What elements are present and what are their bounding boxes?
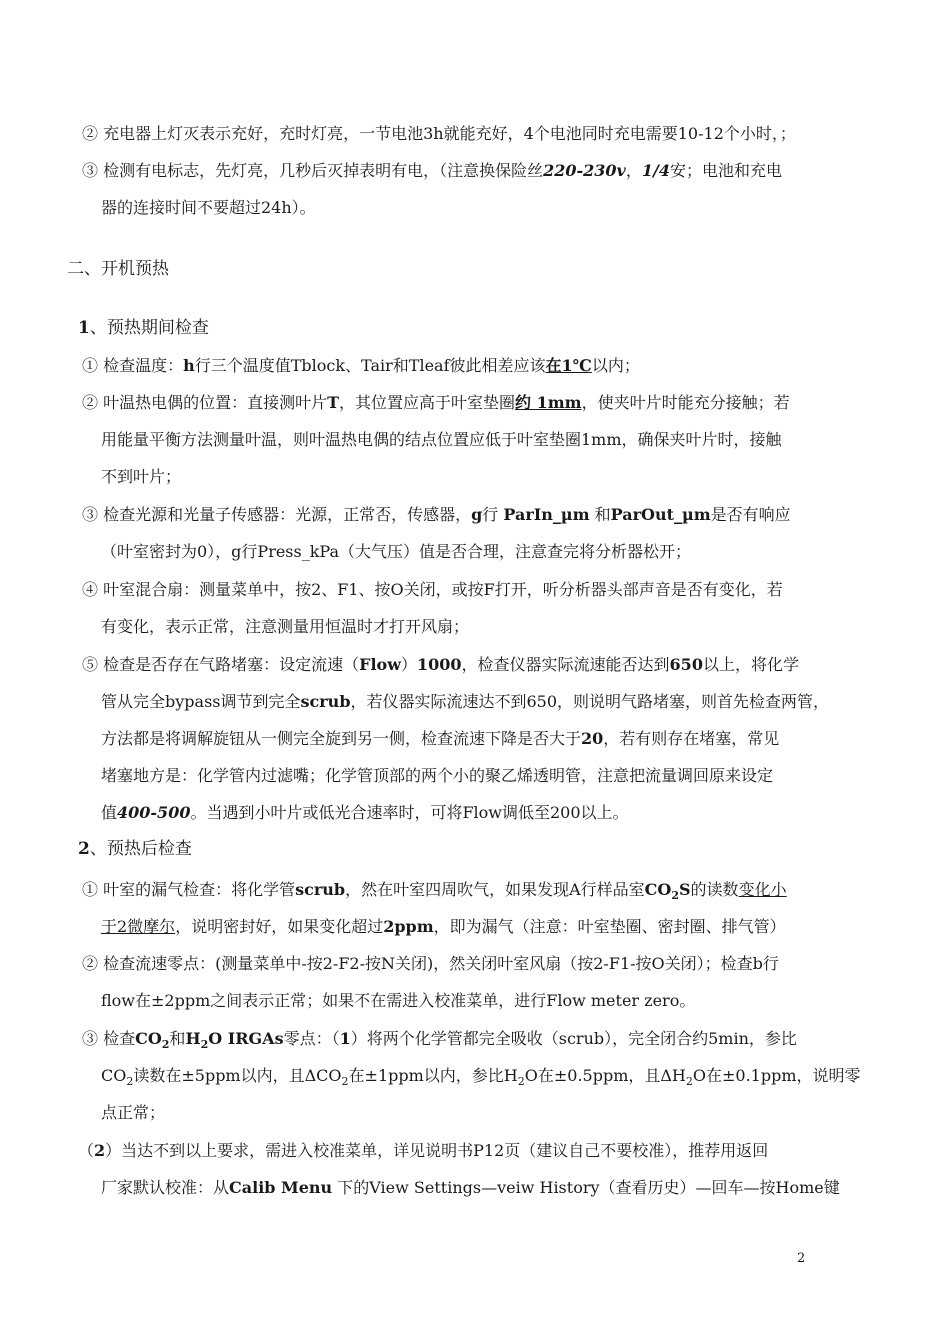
- list-item: ① 叶室的漏气检查：将化学管scrub，然在叶室四周吹气，如果发现A行样品室$CO_2S$的读数变化小: [82, 880, 787, 902]
- text-line: 器的连接时间不要超过24h）。: [101, 198, 316, 217]
- subsection-heading: 2、预热后检查: [78, 839, 192, 859]
- subsection-heading: 1、预热期间检查: [78, 318, 209, 338]
- list-item: ③ 检查$CO_2$和$H_2O$ IRGAs零点：（1）将两个化学管都完全吸收（scrub），完全闭合约5min，参比: [82, 1029, 797, 1051]
- text-line: 堵塞地方是：化学管内过滤嘴；化学管顶部的两个小的聚乙烯透明管，注意把流量调回原来设定: [101, 766, 774, 785]
- list-item: ⑤ 检查是否存在气路堵塞：设定流速（Flow）1000，检查仪器实际流速能否达到650以上，将化学: [82, 655, 799, 674]
- text-line: $CO_2$读数在±5ppm以内，且$\Delta CO_2$在±1ppm以内，参比$H_2O$在±0.5ppm，且$\Delta H_2O$在±0.1ppm，说明零: [101, 1066, 861, 1088]
- list-item: ② 充电器上灯灭表示充好，充时灯亮，一节电池3h就能充好，4个电池同时充电需要10-12个小时，；: [82, 124, 796, 143]
- text-line: 方法都是将调解旋钮从一侧完全旋到另一侧，检查流速下降是否大于20，若有则存在堵塞，常见: [101, 729, 780, 748]
- section-heading: 二、开机预热: [67, 259, 169, 279]
- text-line: 厂家默认校准：从Calib Menu 下的View Settings—veiw History（查看历史）—回车—按Home键: [101, 1178, 840, 1197]
- text-line: （叶室密封为0），g行Press_kPa（大气压）值是否合理，注意查完将分析器松开；: [101, 542, 692, 561]
- list-item: ③ 检测有电标志，先灯亮，几秒后灭掉表明有电，（注意换保险丝220-230v，1/4安；电池和充电: [82, 161, 782, 180]
- text-line: flow在±2ppm之间表示正常；如果不在需进入校准菜单，进行Flow meter zero。: [101, 991, 696, 1010]
- list-item: ② 叶温热电偶的位置：直接测叶片T，其位置应高于叶室垫圈约 1mm，使夹叶片时能充分接触；若: [82, 393, 790, 412]
- list-item: （2）当达不到以上要求，需进入校准菜单，详见说明书P12页（建议自己不要校准），推荐用返回: [78, 1141, 769, 1160]
- text-line: 有变化，表示正常，注意测量用恒温时才打开风扇；: [101, 617, 470, 636]
- text-line: 点正常；: [101, 1103, 166, 1122]
- text-line: 值400-500。当遇到小叶片或低光合速率时，可将Flow调低至200以上。: [101, 803, 629, 822]
- list-item: ① 检查温度：h行三个温度值Tblock、Tair和Tleaf彼此相差应该在1℃以内；: [82, 356, 640, 375]
- page-number: 2: [797, 1251, 806, 1266]
- text-line: 用能量平衡方法测量叶温，则叶温热电偶的结点位置应低于叶室垫圈1mm，确保夹叶片时，接触: [101, 430, 782, 449]
- list-item: ④ 叶室混合扇：测量菜单中，按2、F1、按O关闭，或按F打开，听分析器头部声音是否有变化，若: [82, 580, 783, 599]
- list-item: ③ 检查光源和光量子传感器：光源，正常否，传感器，g行 ParIn_µm 和ParOut_µm是否有响应: [82, 505, 791, 524]
- text-line: 于2微摩尔，说明密封好，如果变化超过2ppm，即为漏气（注意：叶室垫圈、密封圈、排气管）: [101, 917, 786, 936]
- list-item: ② 检查流速零点：(测量菜单中-按2-F2-按N关闭)，然关闭叶室风扇（按2-F1-按O关闭）；检查b行: [82, 954, 779, 973]
- text-line: 不到叶片；: [101, 467, 182, 486]
- text-line: 管从完全bypass调节到完全scrub，若仪器实际流速达不到650，则说明气路堵塞，则首先检查两管，: [101, 692, 830, 711]
